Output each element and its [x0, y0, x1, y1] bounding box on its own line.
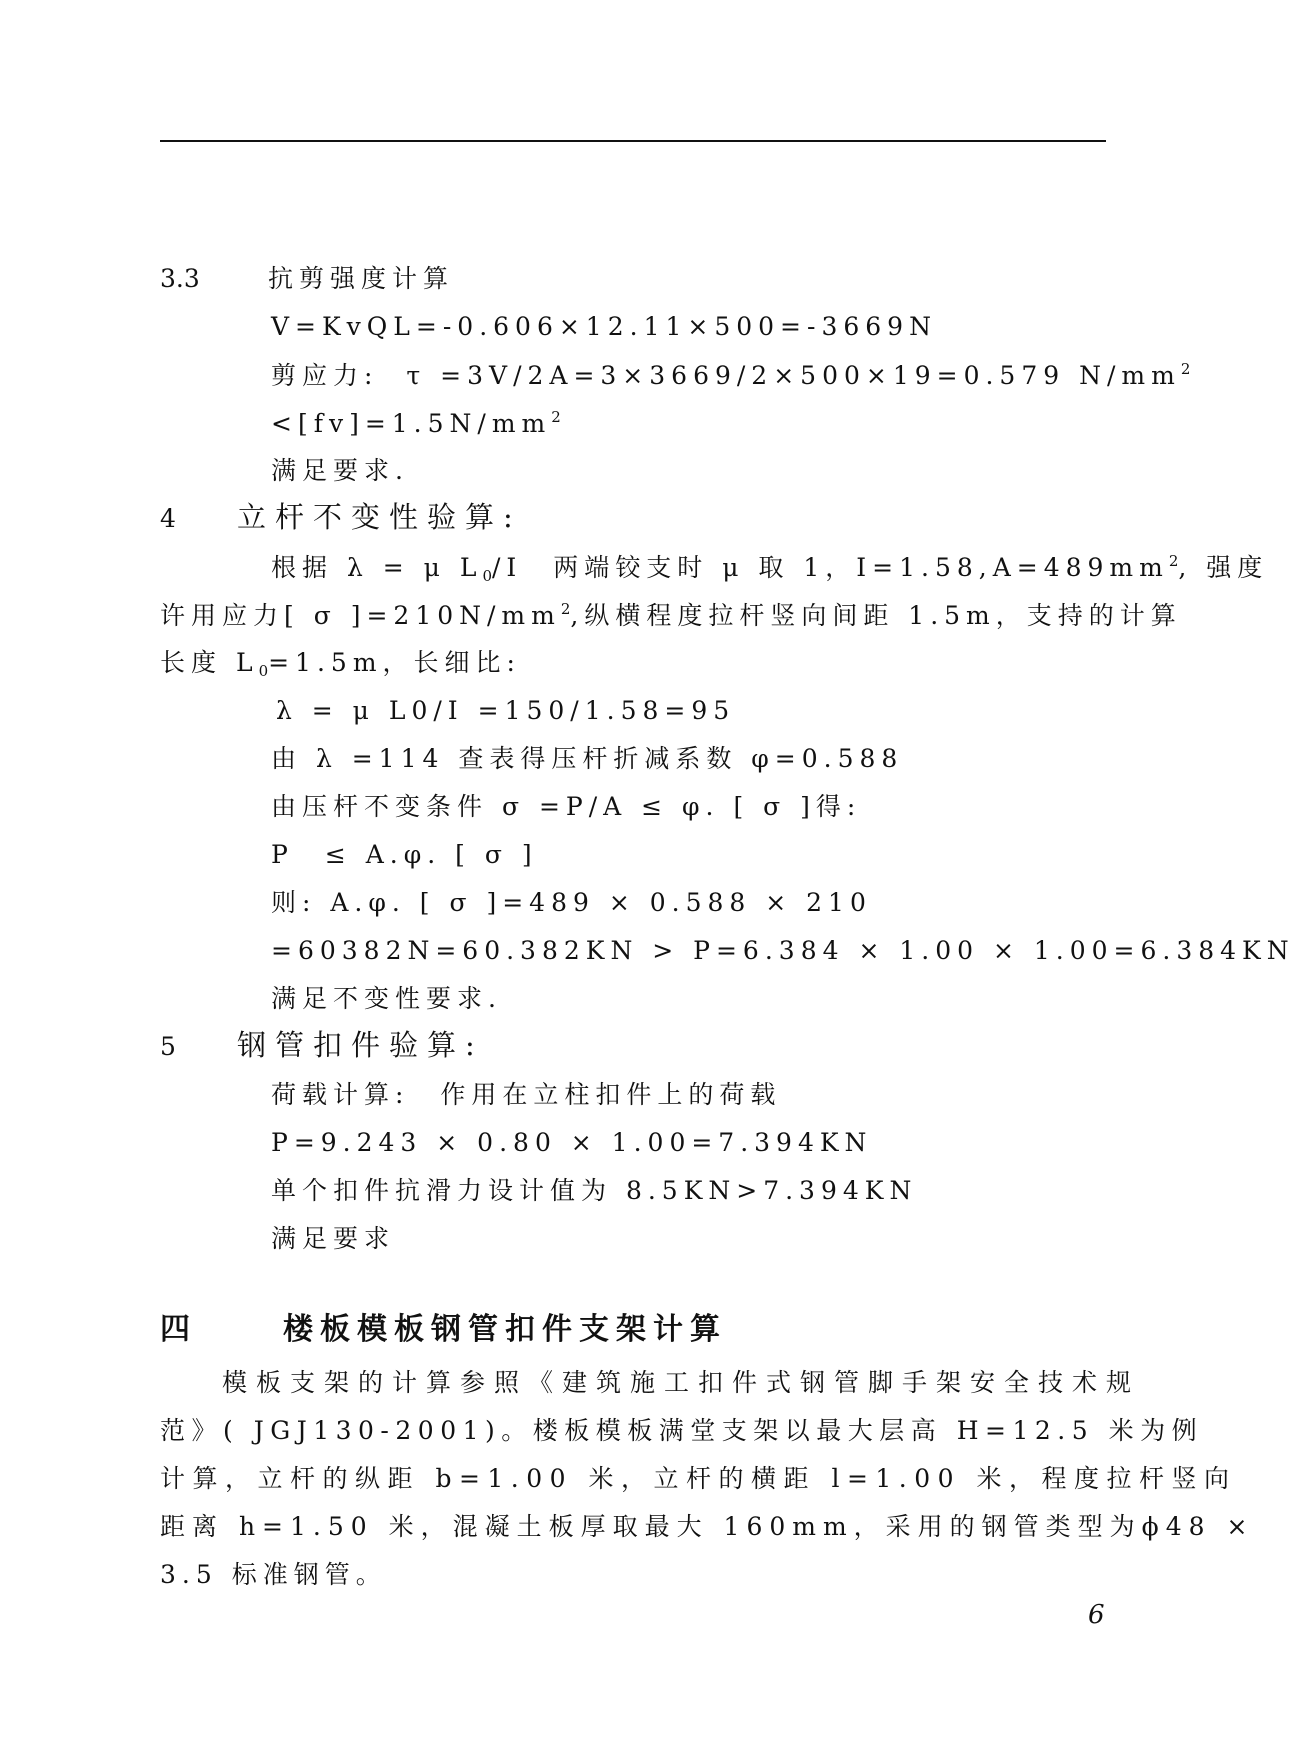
shear-stress-label: 剪应力:	[271, 361, 379, 390]
chapter-4-title: 楼板模板钢管扣件支架计算	[283, 1312, 727, 1347]
shear-stress-line	[271, 362, 1190, 388]
shear-limit-line	[271, 410, 561, 436]
page-number: 6	[1088, 1600, 1105, 1630]
section-4-number: 4	[160, 504, 176, 533]
stability-condition: 由压杆不变条件 σ =P/A ≤ φ. [ σ ]得:	[271, 792, 862, 821]
p3-text-a: 长度 L	[160, 648, 259, 677]
chapter-4-para-line-2: 范》( JGJ130-2001)。楼板模板满堂支架以最大层高 H=12.5 米为例	[160, 1416, 1204, 1445]
chapter-4-number: 四	[160, 1312, 197, 1347]
section-4-conclusion: 满足不变性要求.	[271, 984, 502, 1013]
p2-text-b: ,纵横程度拉杆竖向间距 1.5m，支持的计算	[570, 601, 1182, 630]
p3-text-b: =1.5m，长细比:	[268, 648, 521, 677]
p1-subscript: 0	[482, 567, 492, 585]
capacity-calculation: 则: A.φ. [ σ ]=489 × 0.588 × 210	[271, 888, 872, 917]
p1-text-a: 根据 λ = μ L	[271, 553, 483, 582]
load-formula: P=9.243 × 0.80 × 1.00=7.394KN	[271, 1128, 873, 1157]
chapter-4-para-line-4: 距离 h=1.50 米，混凝土板厚取最大 160mm，采用的钢管类型为ϕ48 ×	[160, 1512, 1255, 1541]
section-3-3-number: 3.3	[160, 264, 200, 293]
load-calculation: 荷载计算: 作用在立柱扣件上的荷载	[271, 1080, 782, 1109]
shear-force-formula: V=KvQL=-0.606×12.11×500=-3669N	[271, 312, 937, 341]
p1-text-c: , 强度	[1178, 553, 1269, 582]
section-4-title: 立杆不变性验算:	[237, 500, 522, 534]
p1-superscript: 2	[1168, 552, 1179, 570]
p2-text-a: 许用应力[ σ ]=210N/mm	[160, 601, 561, 630]
shear-unit-superscript: 2	[1180, 360, 1191, 378]
section-4-para-line-2	[160, 602, 1182, 628]
section-5-number: 5	[160, 1032, 176, 1061]
section-5-conclusion: 满足要求	[271, 1224, 396, 1253]
capacity-result: =60382N=60.382KN > P=6.384 × 1.00 × 1.00=6.384KN	[271, 936, 1295, 965]
chapter-4-para-line-1: 模板支架的计算参照《建筑施工扣件式钢管脚手架安全技术规	[222, 1368, 1141, 1397]
slenderness-formula: λ = μ L0/I =150/1.58=95	[276, 696, 736, 725]
p3-subscript: 0	[258, 662, 269, 680]
chapter-4-para-line-5: 3.5 标准钢管。	[160, 1560, 387, 1589]
shear-limit-text: <[fv]=1.5N/mm	[271, 409, 552, 438]
reduction-factor-lookup: 由 λ =114 查表得压杆折减系数 φ=0.588	[271, 744, 904, 773]
section-3-3-title: 抗剪强度计算	[268, 264, 455, 293]
section-5-title: 钢管扣件验算:	[237, 1028, 484, 1062]
shear-limit-superscript: 2	[551, 408, 561, 426]
section-3-3-conclusion: 满足要求.	[271, 456, 409, 485]
stability-inequality: P ≤ A.φ. [ σ ]	[271, 840, 538, 869]
slip-resistance: 单个扣件抗滑力设计值为 8.5KN>7.394KN	[271, 1176, 918, 1205]
p1-text-b: /I 两端铰支时 μ 取 1，I=1.58,A=489mm	[491, 553, 1169, 582]
p2-superscript: 2	[560, 600, 571, 618]
chapter-4-para-line-3: 计算，立杆的纵距 b=1.00 米，立杆的横距 l=1.00 米，程度拉杆竖向	[160, 1464, 1237, 1493]
section-4-para-line-1	[271, 554, 1268, 584]
header-rule	[160, 140, 1106, 142]
section-4-para-line-3	[160, 650, 521, 679]
shear-stress-formula: τ =3V/2A=3×3669/2×500×19=0.579 N/mm	[406, 361, 1181, 390]
